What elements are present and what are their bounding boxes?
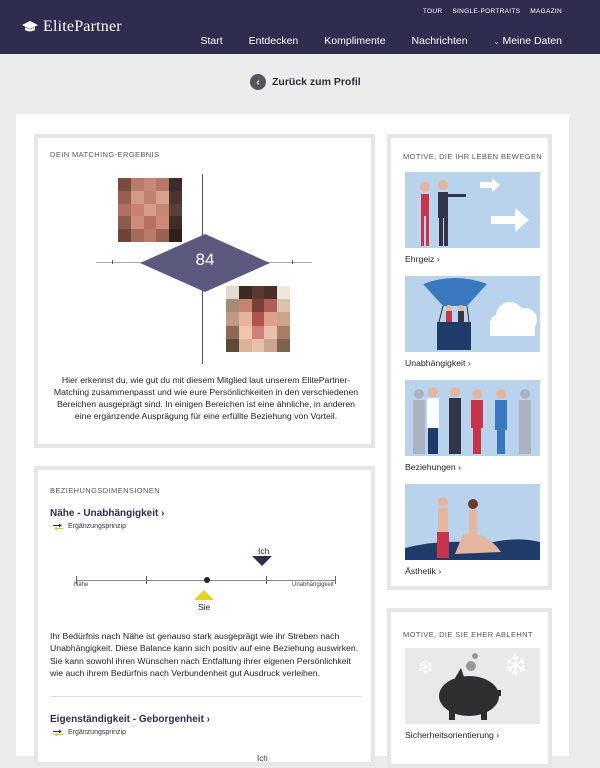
nav-nachrichten[interactable]: Nachrichten <box>411 35 468 47</box>
rejected-motives-card <box>387 608 552 768</box>
top-navigation-bar <box>0 0 600 54</box>
nav-meine-daten[interactable] <box>494 35 562 47</box>
back-link-label: Zurück zum Profil <box>272 76 361 88</box>
motive-label: Beziehungen › <box>405 462 462 472</box>
meta-link-tour[interactable]: TOUR <box>422 8 443 15</box>
match-score: 84 <box>195 250 215 269</box>
principle-row <box>52 729 126 736</box>
member-avatar-pixelated[interactable] <box>118 178 182 242</box>
motives-card <box>387 134 552 590</box>
back-to-profile-link[interactable] <box>250 74 361 90</box>
logo-icon <box>22 21 38 33</box>
chevron-down-icon: ⌄ <box>493 39 500 46</box>
me-label: Ich <box>258 546 270 556</box>
own-avatar-pixelated <box>226 286 290 352</box>
axis-tick <box>292 260 293 264</box>
matching-result-card <box>34 134 375 448</box>
partner-label: Sie <box>198 602 211 612</box>
motive-beziehungen[interactable] <box>405 380 540 472</box>
chevron-left-icon: ‹ <box>250 74 266 90</box>
independence-illustration <box>405 276 540 352</box>
motive-label: Sicherheitsorientierung › <box>405 730 500 740</box>
matching-description: Hier erkennst du, wie gut du mit diesem Mitglied laut unserem ElitePartner-Matching zusammenpasst und wie eure Persönlichkeiten in den verschiedenen Bereichen ausgeprägt sind. In einigen Bereichen ist eine ähnliche, in anderen eine ergänzende Ausprägung für eine erfüllte Beziehung von Vorteil. <box>53 375 359 421</box>
logo-text: ElitePartner <box>43 18 122 35</box>
motive-aesthetik[interactable] <box>405 484 540 576</box>
principle-row <box>52 523 126 530</box>
nav-meine-daten-label: Meine Daten <box>502 35 562 47</box>
meta-links <box>423 8 562 15</box>
motive-ehrgeiz[interactable] <box>405 172 540 264</box>
partner-marker-icon <box>194 590 214 600</box>
rejected-motives-heading: MOTIVE, DIE SIE EHER ABLEHNT <box>403 630 533 639</box>
matching-heading: DEIN MATCHING-ERGEBNIS <box>50 150 160 159</box>
swap-arrows-icon <box>52 524 64 530</box>
aesthetics-illustration <box>405 484 540 560</box>
meta-link-single-portraits[interactable]: SINGLE-PORTRAITS <box>452 8 521 15</box>
me-marker-icon <box>252 556 272 566</box>
relationship-dimensions-card <box>34 466 375 766</box>
dimension-description: Ihr Bedürfnis nach Nähe ist genauso stark ausgeprägt wie ihr Streben nach Unabhängigkeit. Diese Balance kann sich positiv auf eine Beziehung auswirken. Sie kann sowohl ihren Wünschen nach Entfaltung ihrer eigenen Persönlichkeit wie auch ihrem Bedürfnis nach Verbundenheit gut Ausdruck verleihen. <box>50 631 359 679</box>
nav-start[interactable]: Start <box>200 35 223 47</box>
principle-label: Ergänzungsprinzip <box>68 523 126 530</box>
svg-text:❄: ❄ <box>503 649 529 684</box>
scale-tick <box>266 576 267 584</box>
meta-link-magazin[interactable]: MAGAZIN <box>530 8 562 15</box>
nav-komplimente[interactable]: Komplimente <box>324 35 386 47</box>
motives-heading: MOTIVE, DIE IHR LEBEN BEWEGEN <box>403 152 543 161</box>
divider <box>50 696 362 697</box>
me-label: Ich <box>257 754 268 763</box>
svg-text:❄: ❄ <box>417 655 434 679</box>
motive-sicherheitsorientierung[interactable] <box>405 648 540 740</box>
principle-label: Ergänzungsprinzip <box>68 729 126 736</box>
piggy-bank-illustration <box>405 648 540 724</box>
relationships-illustration <box>405 380 540 456</box>
dimension-title: Nähe - Unabhängigkeit <box>50 508 159 519</box>
swap-arrows-icon <box>52 730 64 736</box>
motive-label: Unabhängigkeit › <box>405 358 471 368</box>
dimension-title-link[interactable]: Eigenständigkeit - Geborgenheit › <box>50 714 211 725</box>
scale-right-pole: Unabhängigkeit <box>292 582 334 588</box>
ambition-illustration <box>405 172 540 248</box>
elitepartner-logo[interactable] <box>22 18 122 36</box>
motive-unabhaengigkeit[interactable] <box>405 276 540 368</box>
main-nav <box>200 35 562 47</box>
scale-center-dot <box>204 577 210 583</box>
motive-label: Ästhetik › <box>405 566 442 576</box>
axis-tick <box>112 260 113 264</box>
dimensions-heading: BEZIEHUNGSDIMENSIONEN <box>50 486 161 495</box>
dimension-title-link[interactable]: Nähe - Unabhängigkeit › <box>50 508 165 519</box>
dimension-title: Eigenständigkeit - Geborgenheit <box>50 714 204 725</box>
scale-tick <box>146 576 147 584</box>
motive-label: Ehrgeiz › <box>405 254 440 264</box>
nav-entdecken[interactable]: Entdecken <box>248 35 299 47</box>
scale-tick <box>335 576 336 584</box>
scale-left-pole: Nähe <box>74 582 89 588</box>
